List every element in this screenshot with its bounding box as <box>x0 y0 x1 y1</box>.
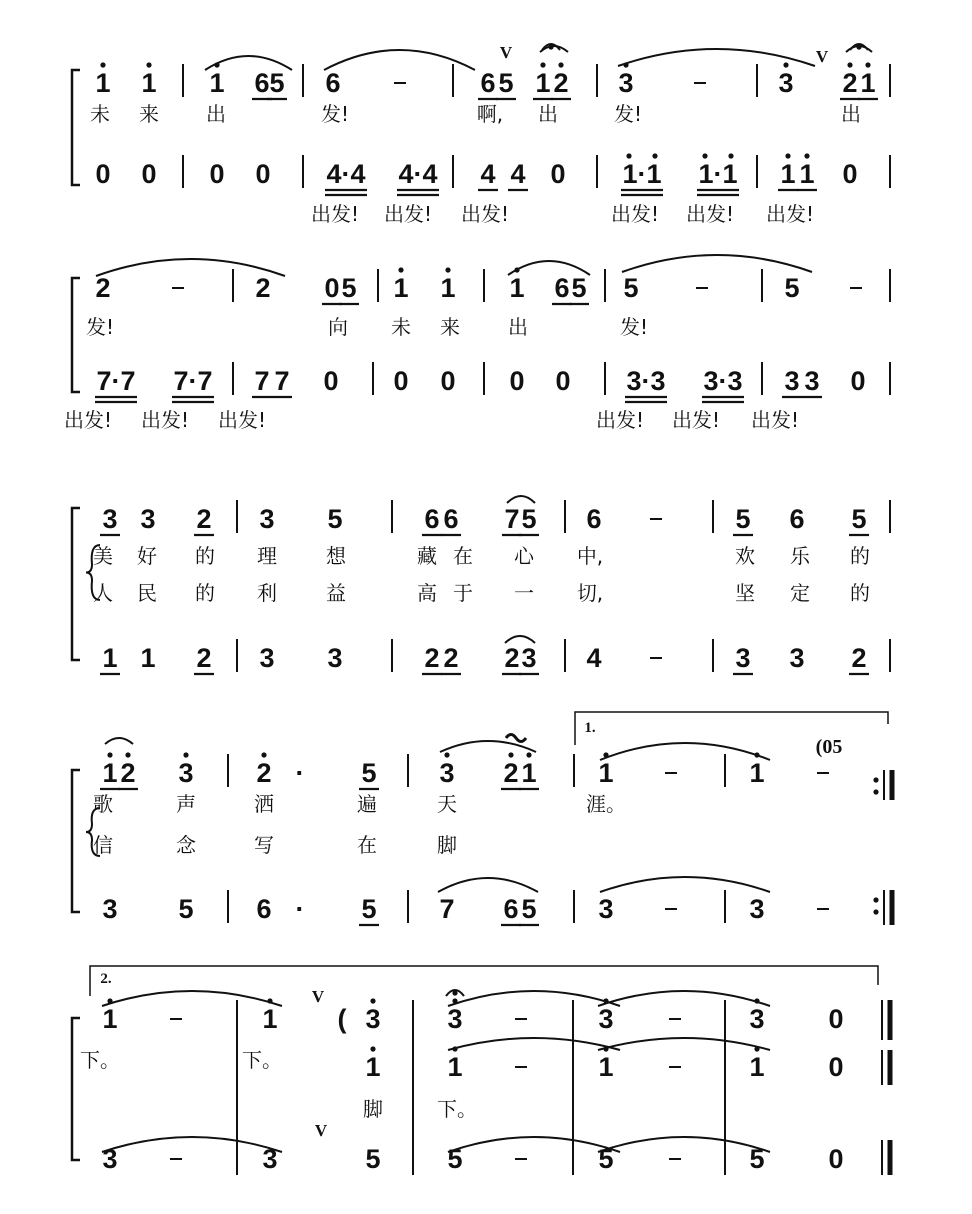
octave-dot <box>261 752 266 757</box>
lyric: 出发! <box>671 408 721 432</box>
lyric: 歌 <box>93 792 113 816</box>
lyric: 遍 <box>357 792 377 816</box>
note: 3 <box>439 758 455 788</box>
lyric: 信 <box>93 833 113 857</box>
lyric: 出发! <box>310 202 360 226</box>
note: 2 <box>842 68 858 98</box>
note: 6 <box>254 68 270 98</box>
lyric: 高 <box>417 581 437 605</box>
octave-dot <box>558 62 563 67</box>
octave-dot <box>125 752 130 757</box>
fermata-dot <box>452 990 457 995</box>
note: 5 <box>784 273 800 303</box>
note: 5 <box>749 1144 765 1174</box>
note: 4·4 <box>398 159 438 189</box>
note: · <box>295 894 305 924</box>
lyric: 洒 <box>254 792 274 816</box>
note: 0 <box>550 159 566 189</box>
harmony-row-4 <box>102 890 829 925</box>
note: 1 <box>598 758 614 788</box>
octave-dot <box>865 62 870 67</box>
octave-dot <box>804 153 809 158</box>
note: 5 <box>598 1144 614 1174</box>
inner-row-5 <box>365 1046 843 1082</box>
octave-dot <box>728 153 733 158</box>
tie-slur <box>505 636 535 643</box>
octave-dot <box>847 62 852 67</box>
tie-slur <box>105 738 133 744</box>
note: 6 <box>256 894 272 924</box>
lyric: 发! <box>613 102 643 126</box>
note: 5 <box>341 273 357 303</box>
octave-dot <box>107 998 112 1003</box>
note: 1 <box>598 1052 614 1082</box>
lyric: 出发! <box>595 408 645 432</box>
tie-slur <box>598 1038 770 1050</box>
melody-row-1 <box>95 62 890 99</box>
octave-dot <box>444 752 449 757</box>
tie-slur <box>102 991 282 1006</box>
note: 1 <box>521 758 537 788</box>
lyric: 的 <box>195 544 215 568</box>
lyric: 出发! <box>140 408 190 432</box>
note: 3 <box>327 643 343 673</box>
note: 3 <box>259 504 275 534</box>
octave-dot <box>445 267 450 272</box>
harmony-lyrics-row-1 <box>311 202 814 226</box>
lyric: 来 <box>139 102 159 126</box>
note: 5 <box>327 504 343 534</box>
melody-row-2 <box>95 267 890 304</box>
note: 5 <box>361 894 377 924</box>
octave-dot <box>370 1046 375 1051</box>
note: 6 <box>443 504 459 534</box>
octave-dot <box>107 752 112 757</box>
note: 1 <box>102 758 118 788</box>
lyric: 一 <box>514 581 534 605</box>
note: 3 <box>735 643 751 673</box>
prelude-paren-label: (05 <box>815 736 843 758</box>
lyric: 发! <box>619 315 649 339</box>
note: 0 <box>141 159 157 189</box>
note: 5 <box>498 68 514 98</box>
note: 5 <box>571 273 587 303</box>
note: 3 <box>598 1004 614 1034</box>
note: 1·1 <box>622 159 662 189</box>
note: 5 <box>521 504 537 534</box>
note: 1 <box>102 1004 118 1034</box>
lyric: 天 <box>437 792 457 816</box>
octave-dot <box>452 998 457 1003</box>
lyrics-row2-3 <box>93 581 870 605</box>
lyric: 坚 <box>735 581 755 605</box>
lyric: 好 <box>137 544 157 568</box>
lyric: 向 <box>328 315 348 339</box>
tie-slur <box>448 991 620 1006</box>
volta-2-label: 2. <box>100 971 112 987</box>
lyric: 于 <box>453 581 473 605</box>
note: 0 <box>323 366 339 396</box>
tie-slur <box>438 878 538 892</box>
note: 1 <box>799 159 815 189</box>
note: 0 <box>555 366 571 396</box>
lyric: 未 <box>391 315 411 339</box>
note: 2 <box>424 643 440 673</box>
note: 6 <box>325 68 341 98</box>
tie-slur <box>600 877 770 892</box>
lyrics-row-2 <box>86 315 648 339</box>
lyric: 出发! <box>765 202 815 226</box>
lyric: 出发! <box>610 202 660 226</box>
note: 0 <box>209 159 225 189</box>
tie-slur <box>598 1137 770 1152</box>
note: 6 <box>789 504 805 534</box>
lyric: 切, <box>576 581 604 605</box>
note: 6 <box>503 894 519 924</box>
note: · <box>295 758 305 788</box>
lyric: 下。 <box>242 1048 282 1072</box>
note: 5 <box>269 68 285 98</box>
note: 4 <box>586 643 602 673</box>
note: 5 <box>178 894 194 924</box>
note: 1 <box>209 68 225 98</box>
lyric: 理 <box>257 544 277 568</box>
note: 1 <box>262 1004 278 1034</box>
note: 5 <box>851 504 867 534</box>
note: 3·3 <box>703 366 743 396</box>
note: 1 <box>860 68 876 98</box>
tie-slur <box>448 1137 620 1152</box>
note: 0 <box>828 1144 844 1174</box>
lyric: 出发! <box>217 408 267 432</box>
fermata-dot <box>856 44 861 49</box>
note: 2 <box>256 758 272 788</box>
octave-dot <box>452 1046 457 1051</box>
lyric: 来 <box>440 315 460 339</box>
lyric: 出发! <box>750 408 800 432</box>
melody-row-3 <box>100 500 890 535</box>
note: 1 <box>749 758 765 788</box>
repeat-dot <box>873 777 878 782</box>
note: 3 <box>102 504 118 534</box>
harmony-row-3 <box>100 639 890 674</box>
lyric: 出发! <box>685 202 735 226</box>
lyric: 藏 <box>417 544 437 568</box>
lyric: 乐 <box>790 544 810 568</box>
note: 0 <box>255 159 271 189</box>
octave-dot <box>100 62 105 67</box>
note: 3 <box>749 894 765 924</box>
octave-dot <box>540 62 545 67</box>
note: 0 <box>440 366 456 396</box>
lyric: 发! <box>85 315 115 339</box>
note: 2 <box>255 273 271 303</box>
note: 2 <box>504 643 520 673</box>
harmony-row-2 <box>95 362 890 402</box>
note: 0 <box>324 273 340 303</box>
note: 6 <box>586 504 602 534</box>
tie-slur <box>102 1137 282 1152</box>
octave-dot <box>370 998 375 1003</box>
note: 2 <box>196 643 212 673</box>
note: 1 <box>393 273 409 303</box>
fermata-dot <box>548 44 553 49</box>
note: 7·7 <box>173 366 213 396</box>
note: 1 <box>140 643 156 673</box>
tie-slur <box>507 496 535 503</box>
lyric: 利 <box>257 581 277 605</box>
note: 2 <box>120 758 136 788</box>
note: 5 <box>447 1144 463 1174</box>
lyric: 未 <box>90 102 110 126</box>
note: 2 <box>503 758 519 788</box>
lyrics-row-5 <box>80 1048 282 1072</box>
lyric: 出发! <box>383 202 433 226</box>
note: 6 <box>480 68 496 98</box>
octave-dot <box>526 752 531 757</box>
note: 0 <box>95 159 111 189</box>
note: 3 <box>784 366 800 396</box>
note: 1 <box>365 1052 381 1082</box>
note: 1 <box>102 643 118 673</box>
lyric: 写 <box>254 833 274 857</box>
lyric: 定 <box>790 581 810 605</box>
paren-open: ( <box>337 1004 347 1034</box>
note: 1 <box>141 68 157 98</box>
octave-dot <box>267 998 272 1003</box>
note: 4 <box>480 159 496 189</box>
breath-mark: V <box>815 47 829 66</box>
octave-dot <box>754 998 759 1003</box>
repeat-dot <box>873 789 878 794</box>
note: 0 <box>509 366 525 396</box>
octave-dot <box>603 1046 608 1051</box>
lyric: 下。 <box>437 1097 477 1121</box>
lyrics-row-1 <box>90 102 861 126</box>
lyric: 下。 <box>80 1048 120 1072</box>
lyric: 美 <box>93 544 113 568</box>
repeat-dot <box>873 897 878 902</box>
note: 4·4 <box>326 159 366 189</box>
octave-dot <box>652 153 657 158</box>
note: 3 <box>365 1004 381 1034</box>
note: 1 <box>447 1052 463 1082</box>
note: 3 <box>521 643 537 673</box>
system-bracket-4 <box>72 770 80 912</box>
lyric: 人 <box>93 581 113 605</box>
note: 3 <box>102 894 118 924</box>
octave-dot <box>183 752 188 757</box>
note: 1 <box>749 1052 765 1082</box>
octave-dot <box>398 267 403 272</box>
lyric: 出发! <box>460 202 510 226</box>
note: 3 <box>102 1144 118 1174</box>
note: 2 <box>95 273 111 303</box>
note: 2 <box>553 68 569 98</box>
harmony-lyrics-row-2 <box>64 408 799 432</box>
octave-dot <box>603 998 608 1003</box>
note: 1 <box>535 68 551 98</box>
octave-dot <box>146 62 151 67</box>
note: 5 <box>735 504 751 534</box>
note: 2 <box>443 643 459 673</box>
breath-mark: V <box>311 987 325 1006</box>
lyric: 的 <box>195 581 215 605</box>
note: 6 <box>424 504 440 534</box>
note: 5 <box>361 758 377 788</box>
repeat-dot <box>873 909 878 914</box>
tie-slur <box>622 255 812 272</box>
lyric: 心 <box>514 544 534 568</box>
note: 5 <box>521 894 537 924</box>
lyric: 的 <box>850 581 870 605</box>
note: 3·3 <box>626 366 666 396</box>
system-bracket-1 <box>72 70 80 185</box>
octave-dot <box>783 62 788 67</box>
melody-row-4 <box>100 752 829 789</box>
note: 4 <box>510 159 526 189</box>
note: 1 <box>509 273 525 303</box>
note: 3 <box>789 643 805 673</box>
inner-lyrics-row-5 <box>363 1097 477 1121</box>
lyric: 脚 <box>363 1097 383 1121</box>
lyric: 啊, <box>476 102 504 126</box>
volta-1-label: 1. <box>584 720 596 736</box>
note: 0 <box>828 1004 844 1034</box>
octave-dot <box>702 153 707 158</box>
lyric: 益 <box>326 581 346 605</box>
lyric: 声 <box>176 792 196 816</box>
lyric: 发! <box>320 102 350 126</box>
harmony-row-1 <box>95 153 890 195</box>
note: 1 <box>95 68 111 98</box>
octave-dot <box>508 752 513 757</box>
note: 1 <box>780 159 796 189</box>
note: 3 <box>749 1004 765 1034</box>
lyric: 出 <box>841 102 861 126</box>
lyrics-row2-4 <box>93 833 457 857</box>
breath-mark: V <box>314 1121 328 1140</box>
lyric: 欢 <box>735 544 755 568</box>
lyric: 想 <box>326 544 346 568</box>
note: 1·1 <box>698 159 738 189</box>
lyrics-row-4 <box>93 792 626 816</box>
note: 7 <box>504 504 520 534</box>
lyric: 民 <box>137 581 157 605</box>
note: 0 <box>842 159 858 189</box>
lyric: 中, <box>576 544 604 568</box>
note: 5 <box>365 1144 381 1174</box>
lyric: 出 <box>206 102 226 126</box>
note: 0 <box>850 366 866 396</box>
lyric: 出 <box>538 102 558 126</box>
tie-slur <box>448 1038 620 1050</box>
lyric: 念 <box>176 833 196 857</box>
note: 3 <box>259 643 275 673</box>
lyric: 出发! <box>63 408 113 432</box>
note: 6 <box>554 273 570 303</box>
octave-dot <box>754 1046 759 1051</box>
octave-dot <box>785 153 790 158</box>
note: 3 <box>262 1144 278 1174</box>
note: 3 <box>778 68 794 98</box>
lyrics-row-3 <box>93 544 870 568</box>
lyric: 在 <box>453 544 473 568</box>
tie-slur <box>600 743 770 760</box>
breath-mark: V <box>499 43 513 62</box>
octave-dot <box>626 153 631 158</box>
lyric: 涯。 <box>586 792 626 816</box>
note: 7·7 <box>96 366 136 396</box>
note: 3 <box>598 894 614 924</box>
lyric: 在 <box>357 833 377 857</box>
system-bracket-2 <box>72 278 80 392</box>
note: 7 <box>254 366 270 396</box>
note: 2 <box>196 504 212 534</box>
system-bracket-5 <box>72 1018 80 1160</box>
note: 7 <box>439 894 455 924</box>
note: 0 <box>393 366 409 396</box>
lyric: 出 <box>508 315 528 339</box>
note: 0 <box>828 1052 844 1082</box>
note: 3 <box>618 68 634 98</box>
note: 3 <box>140 504 156 534</box>
note: 5 <box>623 273 639 303</box>
lyric: 脚 <box>437 833 457 857</box>
tie-slur <box>598 991 770 1006</box>
ornament-mark <box>506 735 526 742</box>
note: 3 <box>178 758 194 788</box>
note: 3 <box>804 366 820 396</box>
system-bracket-3 <box>72 508 80 660</box>
note: 7 <box>274 366 290 396</box>
note: 1 <box>440 273 456 303</box>
note: 3 <box>447 1004 463 1034</box>
melody-row-5 <box>102 998 843 1150</box>
note: 2 <box>851 643 867 673</box>
lyric: 的 <box>850 544 870 568</box>
